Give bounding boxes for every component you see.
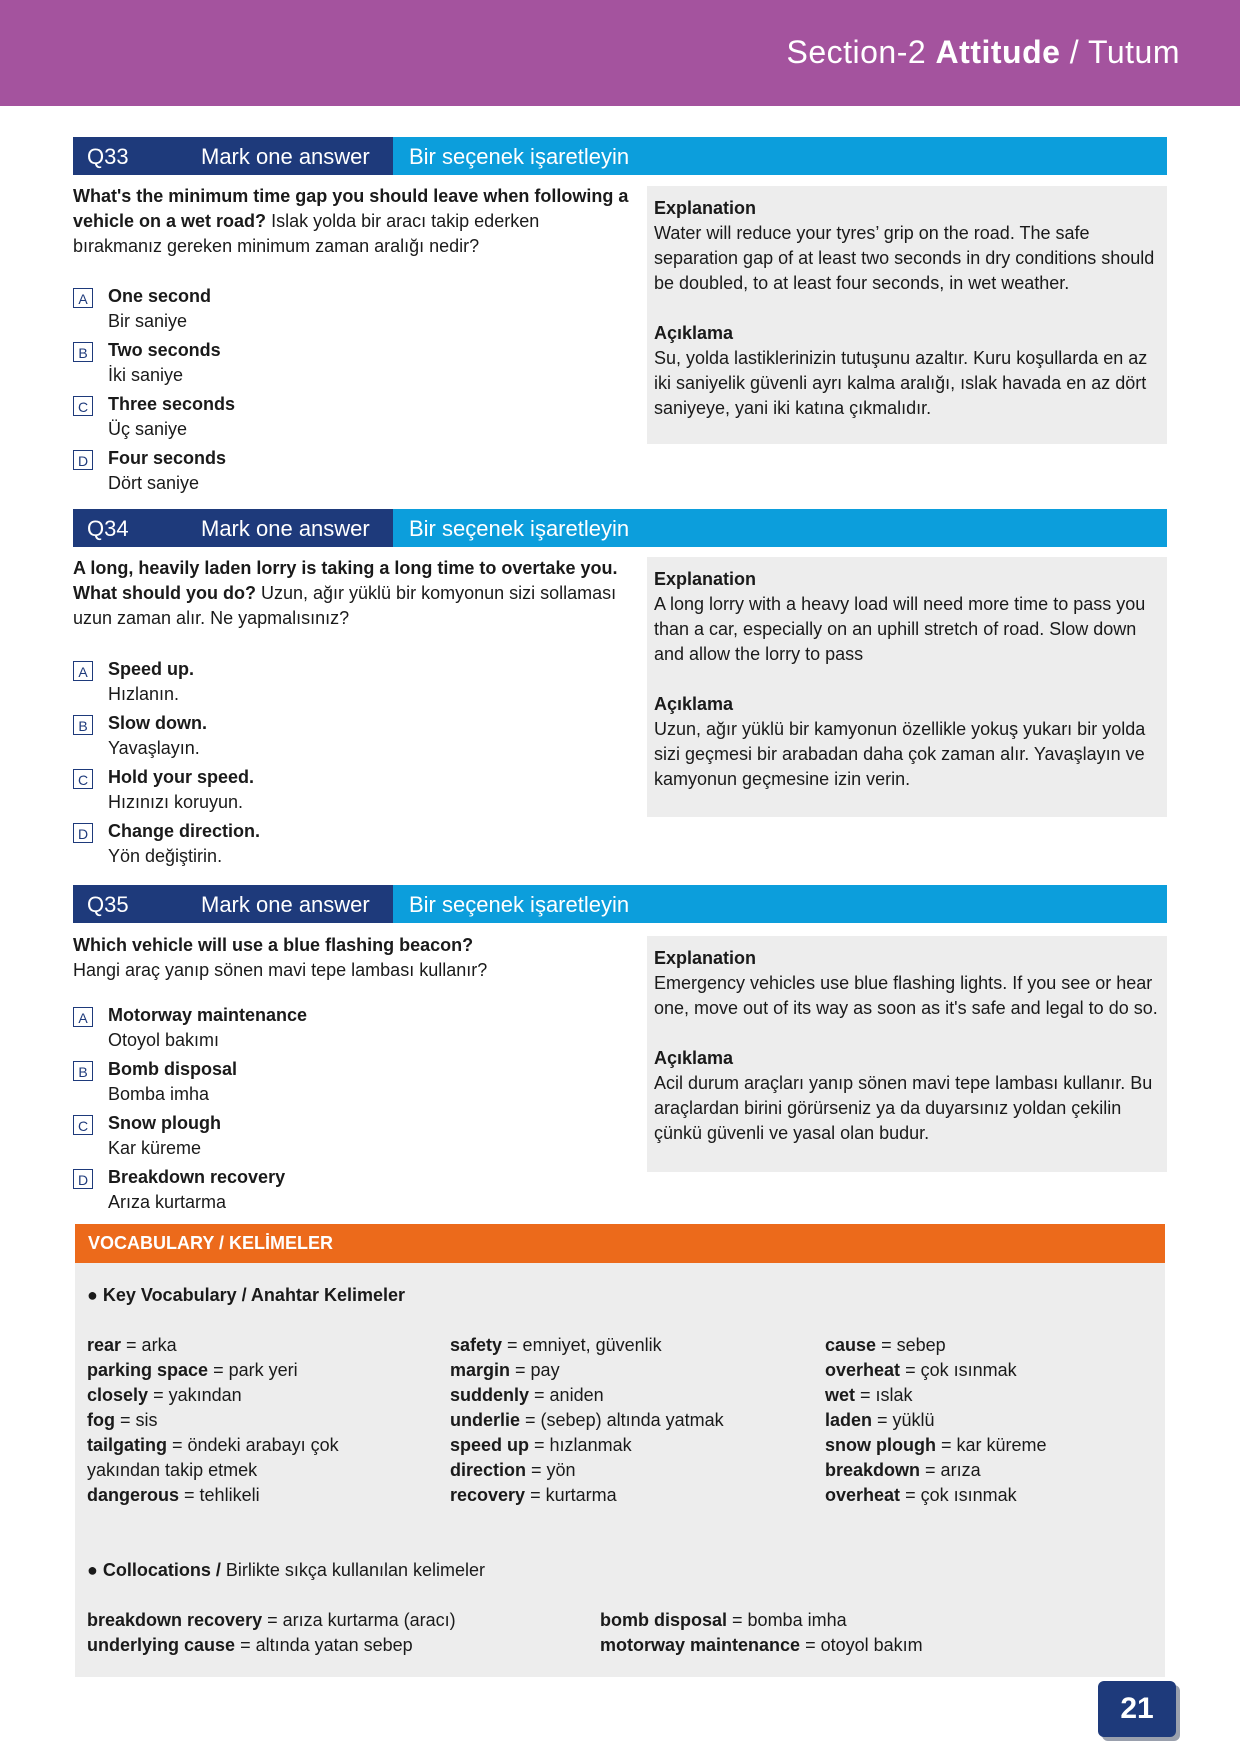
- option-letter-box[interactable]: B: [73, 715, 93, 735]
- question-text-q34: A long, heavily laden lorry is taking a long time to overtake you. What should you do? Uzun, ağır yüklü bir komyonun sizi sollaması uzun zaman alır. Ne yapmalısınız?: [73, 558, 618, 628]
- vocabulary-header: VOCABULARY / KELİMELER: [75, 1224, 1165, 1263]
- option-letter-box[interactable]: C: [73, 1115, 93, 1135]
- option-c[interactable]: C Three seconds Üç saniye: [73, 392, 593, 446]
- vocab-item: recovery = kurtarma: [450, 1485, 617, 1505]
- option-d[interactable]: D Four seconds Dört saniye: [73, 446, 593, 500]
- option-letter-box[interactable]: A: [73, 288, 93, 308]
- explanation-box-q35: Explanation Emergency vehicles use blue flashing lights. If you see or hear one, move out of its way as soon as it's safe and legal to do so. Açıklama Acil durum araçları yanıp sönen mavi tepe lambası kullanır. Bu araçlardan birini görürseniz ya da duyarsınız yoldan çekilin çünkü güvenli ve yasal olan budur.: [647, 936, 1167, 1172]
- question-number: Q34: [87, 516, 129, 541]
- vocab-item: overheat = çok ısınmak: [825, 1485, 1017, 1505]
- vocab-item: closely = yakından: [87, 1385, 242, 1405]
- collocations-heading: ● Collocations / Birlikte sıkça kullanılan kelimeler: [87, 1560, 485, 1580]
- option-d[interactable]: D Change direction. Yön değiştirin.: [73, 819, 593, 873]
- question-bar-q35: [73, 885, 1167, 923]
- vocab-item: direction = yön: [450, 1460, 576, 1480]
- mark-one-answer: Mark one answer: [201, 516, 370, 541]
- vocab-column-1: [87, 1333, 339, 1508]
- vocabulary-box: [75, 1263, 1165, 1677]
- vocab-column-2: [450, 1333, 724, 1508]
- option-letter-box[interactable]: D: [73, 450, 93, 470]
- explanation-box-q33: Explanation Water will reduce your tyres’ grip on the road. The safe separation gap of at least two seconds in dry conditions should be doubled, to at least four seconds, in wet weather. Açıklama Su, yolda lastiklerinizin tutuşunu azaltır. Kuru koşullarda en az iki saniyelik güvenli ayrı kalma aralığı, ıslak havada en az dört saniyeye, yani iki katına çıkmalıdır.: [647, 186, 1167, 444]
- option-letter-box[interactable]: C: [73, 396, 93, 416]
- question-text-q33: What's the minimum time gap you should leave when following a vehicle on a wet road? Islak yolda bir aracı takip ederken bırakmanız gereken minimum zaman aralığı nedir?: [73, 186, 629, 256]
- mark-one-answer: Mark one answer: [201, 144, 370, 169]
- vocab-item: breakdown recovery = arıza kurtarma (aracı): [87, 1610, 456, 1630]
- vocab-item: underlying cause = altında yatan sebep: [87, 1635, 413, 1655]
- mark-one-answer-tr: Bir seçenek işaretleyin: [409, 516, 630, 541]
- vocab-item: speed up = hızlanmak: [450, 1435, 632, 1455]
- vocab-item: bomb disposal = bomba imha: [600, 1610, 847, 1630]
- key-vocabulary-heading: ● Key Vocabulary / Anahtar Kelimeler: [87, 1285, 405, 1305]
- section-title: Section-2 Attitude / Tutum: [786, 34, 1180, 70]
- vocab-item: fog = sis: [87, 1410, 158, 1430]
- option-letter-box[interactable]: D: [73, 823, 93, 843]
- vocab-item: underlie = (sebep) altında yatmak: [450, 1410, 724, 1430]
- vocab-column-3: [825, 1333, 1047, 1508]
- vocab-item: yakından takip etmek: [87, 1460, 258, 1480]
- option-letter-box[interactable]: C: [73, 769, 93, 789]
- option-d[interactable]: D Breakdown recovery Arıza kurtarma: [73, 1165, 593, 1219]
- option-letter-box[interactable]: A: [73, 661, 93, 681]
- page-number: 21: [1098, 1681, 1176, 1737]
- vocab-item: laden = yüklü: [825, 1410, 935, 1430]
- question-text-q35: Which vehicle will use a blue flashing beacon? Hangi araç yanıp sönen mavi tepe lambası kullanır?: [73, 935, 488, 980]
- question-bar-q34: [73, 509, 1167, 547]
- option-a[interactable]: A Speed up. Hızlanın.: [73, 657, 593, 711]
- page-header: [0, 0, 1240, 106]
- option-letter-box[interactable]: A: [73, 1007, 93, 1027]
- mark-one-answer-tr: Bir seçenek işaretleyin: [409, 892, 630, 917]
- option-b[interactable]: B Bomb disposal Bomba imha: [73, 1057, 593, 1111]
- vocab-item: tailgating = öndeki arabayı çok: [87, 1435, 339, 1455]
- vocab-item: dangerous = tehlikeli: [87, 1485, 260, 1505]
- collocations-column-2: [600, 1608, 923, 1658]
- option-b[interactable]: B Two seconds İki saniye: [73, 338, 593, 392]
- explanation-box-q34: Explanation A long lorry with a heavy load will need more time to pass you than a car, especially on an uphill stretch of road. Slow down and allow the lorry to pass Açıklama Uzun, ağır yüklü bir kamyonun özellikle yokuş yukarı bir yolda sizi geçmesi bir arabadan daha çok zaman alır. Yavaşlayın ve kamyonun geçmesine izin verin.: [647, 557, 1167, 817]
- vocab-item: parking space = park yeri: [87, 1360, 298, 1380]
- mark-one-answer: Mark one answer: [201, 892, 370, 917]
- option-letter-box[interactable]: D: [73, 1169, 93, 1189]
- question-number: Q33: [87, 144, 129, 169]
- vocab-item: motorway maintenance = otoyol bakım: [600, 1635, 923, 1655]
- option-letter-box[interactable]: B: [73, 342, 93, 362]
- vocab-item: cause = sebep: [825, 1335, 946, 1355]
- vocab-item: suddenly = aniden: [450, 1385, 604, 1405]
- option-a[interactable]: A Motorway maintenance Otoyol bakımı: [73, 1003, 593, 1057]
- option-a[interactable]: A One second Bir saniye: [73, 284, 593, 338]
- option-b[interactable]: B Slow down. Yavaşlayın.: [73, 711, 593, 765]
- vocab-item: breakdown = arıza: [825, 1460, 981, 1480]
- question-number: Q35: [87, 892, 129, 917]
- vocab-item: snow plough = kar küreme: [825, 1435, 1047, 1455]
- mark-one-answer-tr: Bir seçenek işaretleyin: [409, 144, 630, 169]
- vocab-item: rear = arka: [87, 1335, 177, 1355]
- option-c[interactable]: C Hold your speed. Hızınızı koruyun.: [73, 765, 593, 819]
- collocations-column-1: [87, 1608, 456, 1658]
- option-letter-box[interactable]: B: [73, 1061, 93, 1081]
- option-c[interactable]: C Snow plough Kar küreme: [73, 1111, 593, 1165]
- vocab-item: wet = ıslak: [825, 1385, 913, 1405]
- vocab-item: margin = pay: [450, 1360, 560, 1380]
- vocab-item: safety = emniyet, güvenlik: [450, 1335, 662, 1355]
- question-bar-q33: [73, 137, 1167, 175]
- vocab-item: overheat = çok ısınmak: [825, 1360, 1017, 1380]
